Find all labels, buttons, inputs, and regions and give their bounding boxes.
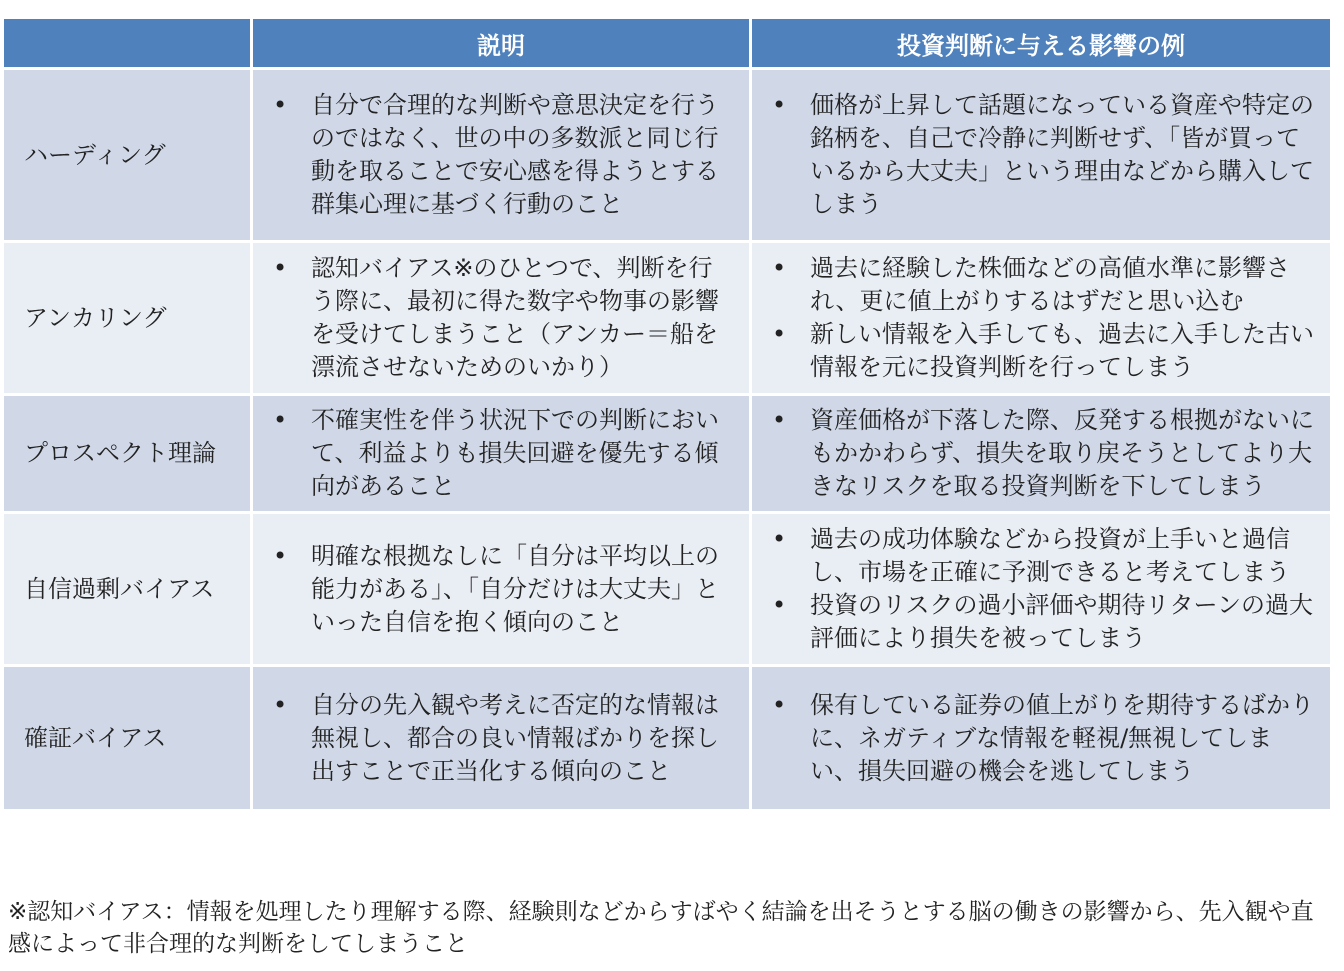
examples-cell <box>752 514 1330 664</box>
bullet-item <box>772 689 1316 788</box>
bullet-text: 新しい情報を入手しても、過去に入手した古い情報を元に投資判断を行ってしまう <box>810 320 1314 381</box>
footnote: ※認知バイアス：情報を処理したり理解する際、経験則などからすばやく結論を出そうとする脳の働きの影響から、先入観や直感によって非合理的な判断をしてしまうこと <box>8 899 1314 957</box>
bullet-text: 過去に経験した株価などの高値水準に影響され、更に値上がりするはずだと思い込む <box>810 254 1290 315</box>
bullet-dot: • <box>273 406 288 434</box>
bullet-dot: • <box>772 91 787 119</box>
bullet-dot: • <box>273 91 288 119</box>
description-cell <box>253 70 749 240</box>
bullet-item <box>273 404 735 503</box>
examples-cell <box>752 667 1330 809</box>
row-name-cell <box>4 396 250 511</box>
bullet-dot: • <box>772 591 787 619</box>
description-cell <box>253 243 749 393</box>
bullet-text: 自分の先入観や考えに否定的な情報は無視し、都合の良い情報ばかりを探し出すことで正当化する傾向のこと <box>311 690 719 785</box>
bullet-item <box>273 89 735 221</box>
row-name-cell <box>4 243 250 393</box>
bullet-dot: • <box>273 254 288 282</box>
bullet-dot: • <box>772 320 787 348</box>
bullet-text: 資産価格が下落した際、反発する根拠がないにもかかわらず、損失を取り戻そうとしてより大きなリスクを取る投資判断を下してしまう <box>810 406 1314 500</box>
bullet-dot: • <box>772 525 787 553</box>
bullet-dot: • <box>772 406 787 434</box>
bullet-dot: • <box>273 541 288 570</box>
bullet-item <box>273 540 735 639</box>
description-cell <box>253 667 749 809</box>
bias-name: アンカリング <box>24 303 167 332</box>
bullet-item <box>273 689 735 788</box>
examples-cell <box>752 243 1330 393</box>
bullet-dot: • <box>273 690 288 719</box>
bias-table <box>4 19 1330 809</box>
bullet-dot: • <box>772 254 787 282</box>
bullet-item <box>772 404 1316 503</box>
bullet-text: 明確な根拠なしに「自分は平均以上の能力がある」、「自分だけは大丈夫」といった自信を抱く傾向のこと <box>311 541 719 636</box>
bullet-text: 認知バイアス※のひとつで、判断を行う際に、最初に得た数字や物事の影響を受けてしまうこと（アンカー＝船を漂流させないためのいかり） <box>311 254 719 381</box>
header-blank <box>4 19 250 67</box>
bullet-item <box>273 252 735 384</box>
header-description: 説明 <box>253 19 749 67</box>
bullet-item <box>772 252 1316 318</box>
description-cell <box>253 396 749 511</box>
bullet-text: 過去の成功体験などから投資が上手いと過信し、市場を正確に予測できると考えてしまう <box>810 525 1290 586</box>
examples-cell <box>752 396 1330 511</box>
bullet-item <box>772 89 1316 221</box>
row-name-cell <box>4 514 250 664</box>
bullet-text: 価格が上昇して話題になっている資産や特定の銘柄を、自己で冷静に判断せず、「皆が買っているから大丈夫」という理由などから購入してしまう <box>810 91 1314 218</box>
bullet-text: 投資のリスクの過小評価や期待リターンの過大評価により損失を被ってしまう <box>810 591 1314 652</box>
row-name-cell <box>4 667 250 809</box>
bullet-text: 自分で合理的な判断や意思決定を行うのではなく、世の中の多数派と同じ行動を取ることで安心感を得ようとする群集心理に基づく行動のこと <box>311 91 719 218</box>
bullet-item <box>772 589 1316 655</box>
bullet-item <box>772 523 1316 589</box>
examples-cell <box>752 70 1330 240</box>
bias-name: ハーディング <box>24 140 166 169</box>
header-examples: 投資判断に与える影響の例 <box>752 19 1330 67</box>
row-name-cell <box>4 70 250 240</box>
bullet-item <box>772 318 1316 384</box>
description-cell <box>253 514 749 664</box>
bullet-text: 不確実性を伴う状況下での判断において、利益よりも損失回避を優先する傾向があること <box>311 406 719 500</box>
bullet-dot: • <box>772 690 787 719</box>
bias-name: 自信過剰バイアス <box>24 574 215 603</box>
bullet-text: 保有している証券の値上がりを期待するばかりに、ネガティブな情報を軽視/無視してしまい、損失回避の機会を逃してしまう <box>810 690 1314 785</box>
bias-name: プロスペクト理論 <box>24 439 216 467</box>
bias-name: 確証バイアス <box>24 723 167 752</box>
